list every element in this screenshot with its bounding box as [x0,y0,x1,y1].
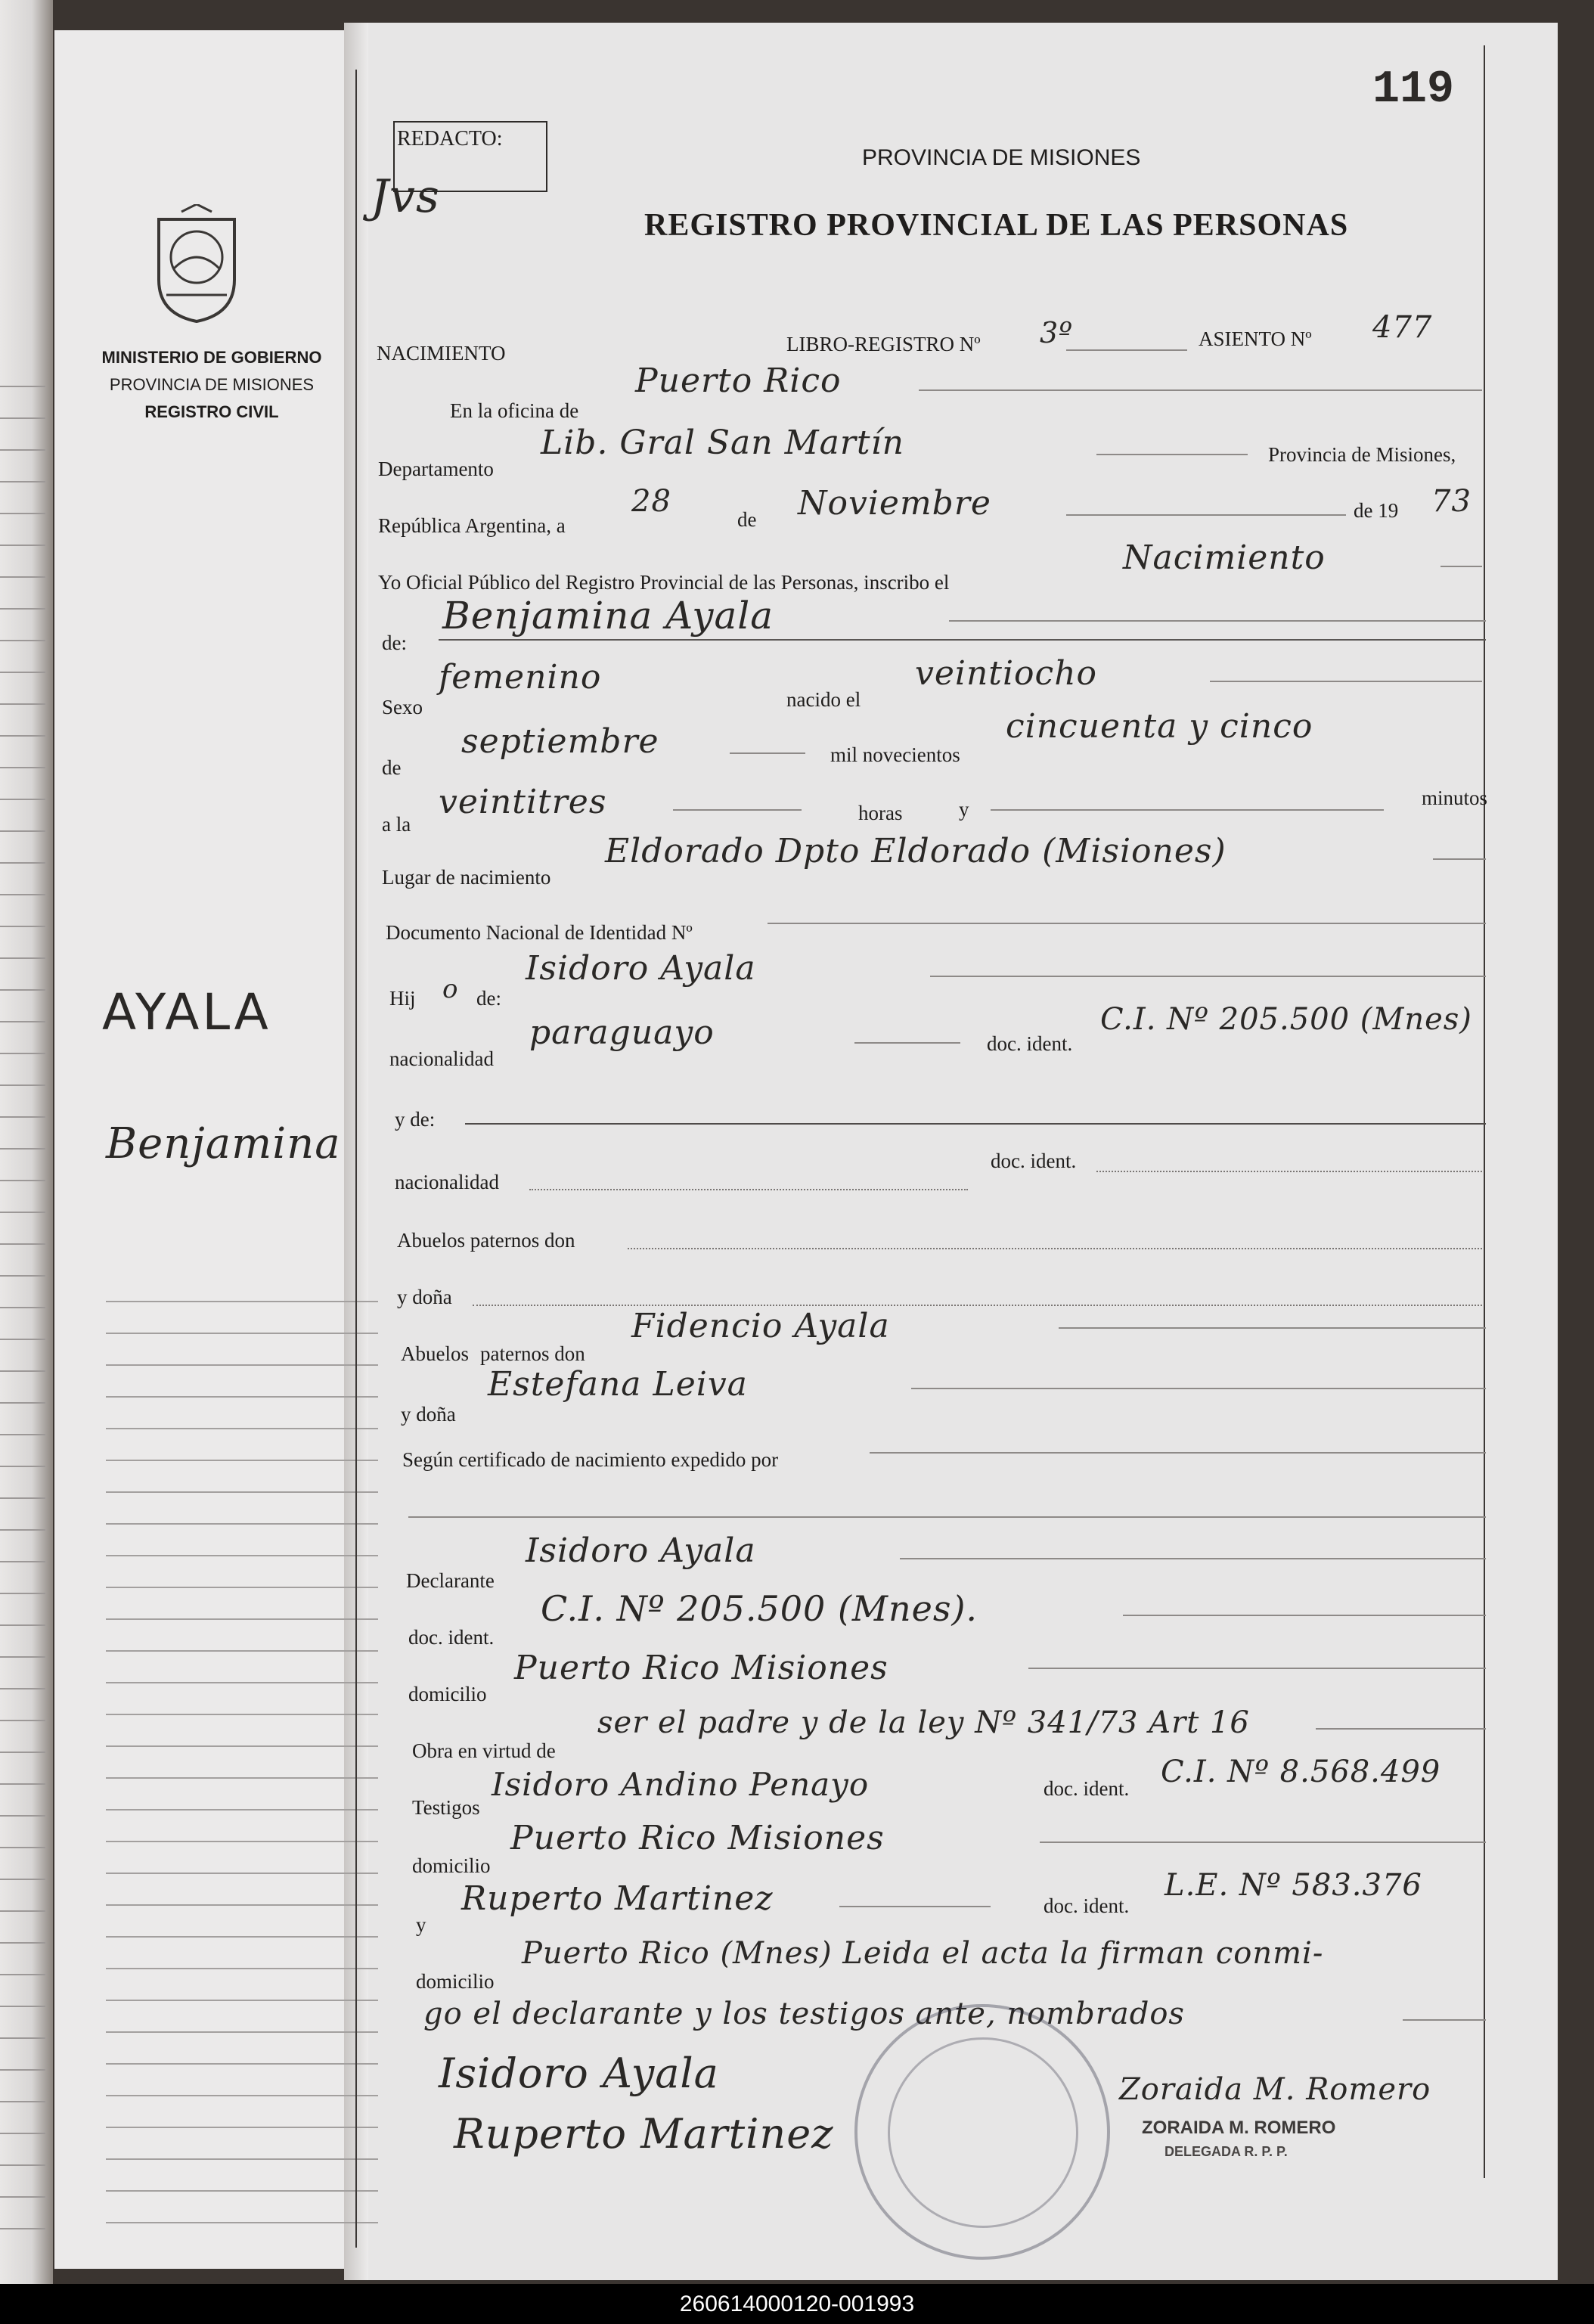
left-ruled-lines [106,1271,378,2231]
document-id-bar: 260614000120-001993 [0,2284,1594,2324]
padre-value: Isidoro Ayala [526,949,756,988]
testigo2-doc-value: L.E. Nº 583.376 [1164,1868,1422,1903]
libro-value: 3º [1040,316,1074,349]
republica-label: República Argentina, a [378,514,566,537]
departamento-value: Lib. Gral San Martín [541,424,905,462]
header-province: PROVINCIA DE MISIONES [862,145,1141,170]
testigo1-doc-value: C.I. Nº 8.568.499 [1161,1755,1441,1789]
oficial-text: Yo Oficial Público del Registro Provincial de las Personas, inscribo el [378,571,950,594]
y-dona2-label: y doña [401,1403,456,1426]
segun-label: Según certificado de nacimiento expedido por [402,1448,779,1471]
testigo2-dom-value: Puerto Rico (Mnes) Leida el acta la firman conmi- [522,1936,1324,1971]
testigo1-dom-value: Puerto Rico Misiones [510,1819,885,1857]
official-seal [854,2004,1110,2260]
declarante-doc-value: C.I. Nº 205.500 (Mnes). [541,1588,978,1629]
domicilio-value: Puerto Rico Misiones [514,1649,888,1687]
edge-ruled-lines [0,355,45,2246]
inscribo-value: Nacimiento [1123,538,1326,577]
declarante-value: Isidoro Ayala [526,1531,756,1570]
sexo-value: femenino [439,658,602,697]
domicilio3-label: domicilio [416,1970,495,1993]
cierre-value: go el declarante y los testigos ante, nombrados [423,1997,1185,2031]
abuelos-label2: Abuelos [401,1342,469,1365]
lugar-value: Eldorado Dpto Eldorado (Misiones) [605,832,1227,870]
signature-testigo: Ruperto Martinez [454,2110,834,2158]
coat-of-arms-icon [151,204,242,325]
mil-label: mil novecientos [830,743,960,766]
testigos-label: Testigos [412,1796,480,1819]
doc-ident5-label: doc. ident. [1044,1894,1130,1917]
domicilio2-label: domicilio [412,1854,491,1877]
mes-nac-value: septiembre [461,722,659,761]
doc-ident3-label: doc. ident. [408,1626,495,1649]
nacido-label: nacido el [786,688,861,711]
official-name: ZORAIDA M. ROMERO [1142,2118,1336,2138]
asiento-label: ASIENTO Nº [1199,327,1312,350]
dni-label: Documento Nacional de Identidad Nº [386,921,693,944]
margin-surname: AYALA [102,983,271,1041]
year-value: 73 [1431,484,1472,519]
nacionalidad2-label: nacionalidad [395,1171,499,1193]
obra-label: Obra en virtud de [412,1739,556,1762]
header-registry: REGISTRO PROVINCIAL DE LAS PERSONAS [644,208,1349,243]
nacido-value: veintiocho [915,654,1098,693]
y2-label: y [416,1913,426,1936]
nacionalidad-label: nacionalidad [389,1047,494,1070]
anio-nac-value: cincuenta y cinco [1006,707,1313,746]
ministry-line2: PROVINCIA DE MISIONES [109,375,315,394]
page-number: 119 [1372,64,1455,116]
nombre-value: Benjamina Ayala [442,594,774,638]
hijo-de-label: de: [476,987,501,1010]
a-la-label: a la [382,813,411,836]
doc-ident2-label: doc. ident. [991,1150,1077,1172]
declarante-label: Declarante [406,1569,495,1592]
doc-ident4-label: doc. ident. [1044,1777,1130,1800]
abuelos-pat-label: Abuelos paternos don [397,1229,575,1252]
frame-line-right [1484,45,1485,2178]
ministry-line3: REGISTRO CIVIL [144,402,279,421]
abuelos-pat2-label: paternos don [480,1342,585,1365]
de3-label: de [382,756,402,779]
lugar-label: Lugar de nacimiento [382,866,551,889]
hijo-label: Hij [389,987,416,1010]
ministry-block [76,344,348,426]
horas-label: horas [858,802,903,824]
de-year-label: de 19 [1354,499,1399,522]
padre-nac-value: paraguayo [529,1013,715,1052]
asiento-value: 477 [1372,310,1433,345]
redacto-initials: Jvs [371,170,440,223]
margin-given-name: Benjamina [106,1119,341,1168]
oficina-value: Puerto Rico [635,361,842,400]
signature-declarante: Isidoro Ayala [439,2049,719,2097]
doc-ident-label: doc. ident. [987,1032,1073,1055]
de-label: de [737,508,757,531]
departamento-label: Departamento [378,458,494,480]
padre-doc-value: C.I. Nº 205.500 (Mnes) [1100,1002,1472,1037]
y-dona-label: y doña [397,1286,452,1308]
signature-official: Zoraida M. Romero [1119,2072,1431,2107]
month-value: Noviembre [798,484,991,523]
hora-value: veintitres [439,783,607,821]
frame-line-left [355,70,357,2248]
libro-label: LIBRO-REGISTRO Nº [786,333,981,355]
abuela-value: Estefana Leiva [488,1365,748,1404]
abuelo-value: Fidencio Ayala [631,1307,890,1345]
minutos-label: minutos [1422,787,1488,809]
official-title: DELEGADA R. P. P. [1164,2144,1288,2159]
y-de-label: y de: [395,1108,436,1131]
de2-label: de: [382,631,407,654]
provincia-label: Provincia de Misiones, [1268,443,1456,466]
testigo1-value: Isidoro Andino Penayo [492,1766,870,1803]
domicilio-label: domicilio [408,1683,487,1705]
obra-value: ser el padre y de la ley Nº 341/73 Art 16 [597,1705,1250,1740]
hijo-suffix: o [442,974,459,1004]
ministry-line1: MINISTERIO DE GOBIERNO [101,348,322,367]
nacimiento-label: NACIMIENTO [377,342,506,365]
redacto-label: REDACTO: [397,127,503,150]
day-value: 28 [631,484,671,519]
sexo-label: Sexo [382,696,423,718]
testigo2-value: Ruperto Martinez [461,1879,774,1918]
oficina-label: En la oficina de [450,399,579,422]
y-label: y [959,798,969,821]
